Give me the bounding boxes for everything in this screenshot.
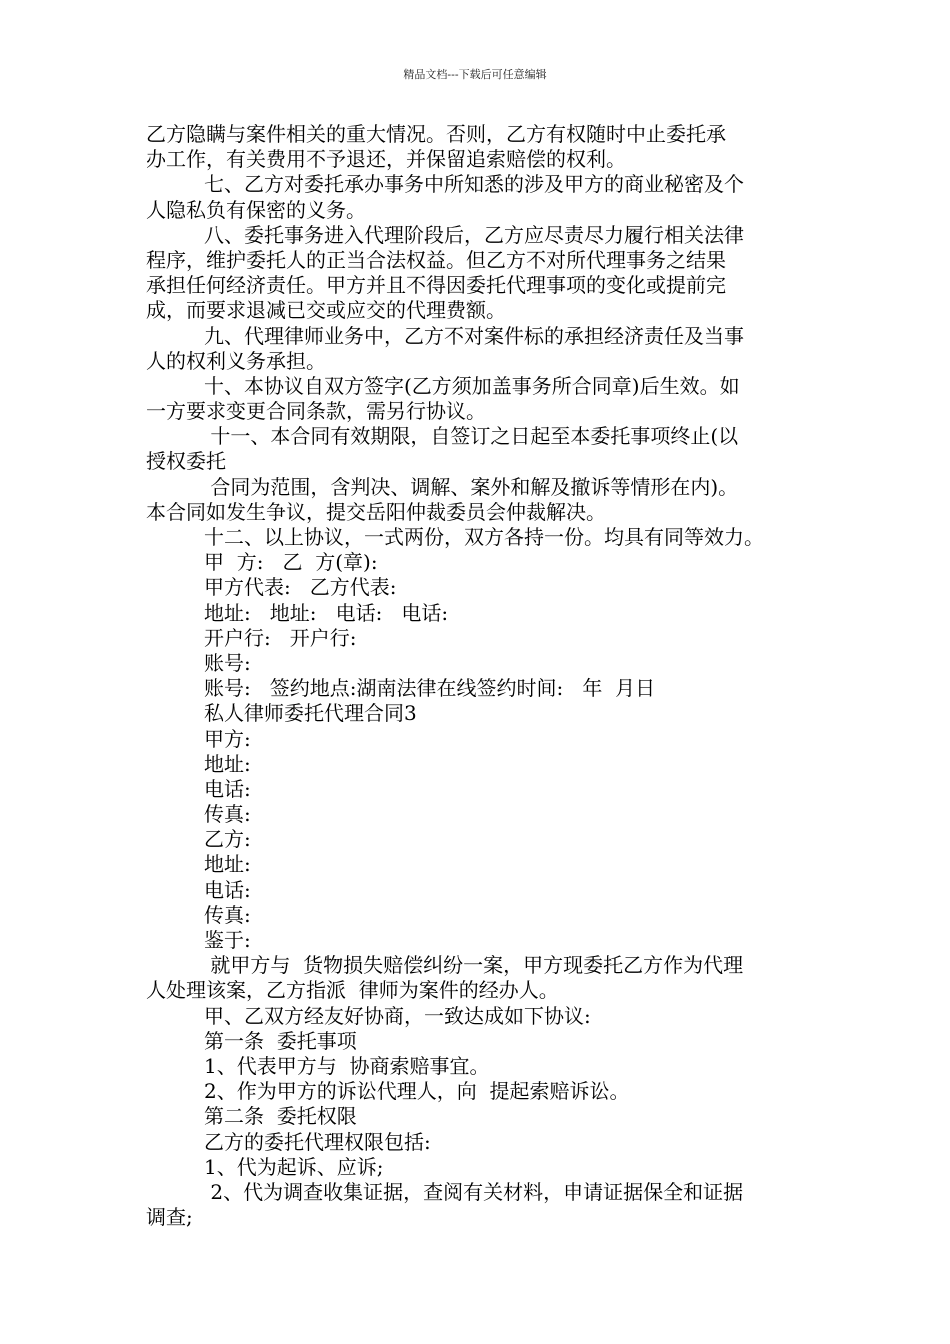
- text-line: 账号: 签约地点:湖南法律在线签约时间: 年 月日: [204, 676, 656, 701]
- text-line: 十一、本合同有效期限，自签订之日起至本委托事项终止(以: [204, 424, 739, 449]
- text-line: 甲方代表: 乙方代表:: [204, 575, 397, 600]
- text-line: 地址: 地址: 电话: 电话:: [204, 600, 449, 625]
- text-line: 甲 方: 乙 方(章):: [204, 550, 378, 575]
- text-line: 七、乙方对委托承办事务中所知悉的涉及甲方的商业秘密及个: [204, 172, 744, 197]
- text-line: 第一条 委托事项: [204, 1028, 357, 1053]
- text-line: 地址:: [204, 852, 251, 877]
- text-line: 办工作，有关费用不予退还，并保留追索赔偿的权利。: [146, 147, 626, 172]
- text-line: 本合同如发生争议，提交岳阳仲裁委员会仲裁解决。: [146, 499, 606, 524]
- text-line: 八、委托事务进入代理阶段后，乙方应尽责尽力履行相关法律: [204, 222, 744, 247]
- text-line: 十二、以上协议，一式两份，双方各持一份。均具有同等效力。: [204, 525, 764, 549]
- text-line: 传真:: [204, 802, 251, 827]
- text-line: 乙方:: [204, 827, 251, 852]
- text-line: 2、作为甲方的诉讼代理人，向 提起索赔诉讼。: [204, 1079, 630, 1104]
- text-line: 1、代为起诉、应诉;: [204, 1154, 384, 1179]
- text-line: 调查;: [146, 1205, 193, 1230]
- text-line: 程序，维护委托人的正当合法权益。但乙方不对所代理事务之结果: [146, 247, 726, 272]
- text-line: 1、代表甲方与 协商索赔事宜。: [204, 1053, 490, 1078]
- text-line: 开户行: 开户行:: [204, 625, 357, 650]
- text-line: 人的权利义务承担。: [146, 348, 326, 373]
- text-line: 2、代为调查收集证据，查阅有关材料，申请证据保全和证据: [204, 1179, 744, 1204]
- text-line: 就甲方与 货物损失赔偿纠纷一案，甲方现委托乙方作为代理: [204, 953, 744, 978]
- text-line: 人隐私负有保密的义务。: [146, 197, 366, 222]
- text-line: 承担任何经济责任。甲方并且不得因委托代理事项的变化或提前完: [146, 273, 726, 298]
- text-line: 传真:: [204, 902, 251, 927]
- text-line: 地址:: [204, 751, 251, 776]
- text-line: 乙方隐瞒与案件相关的重大情况。否则，乙方有权随时中止委托承: [146, 122, 726, 146]
- text-line: 电话:: [204, 877, 251, 902]
- document-body: [146, 122, 826, 1230]
- text-line: 授权委托: [146, 449, 226, 474]
- page-header: 精品文档---下载后可任意编辑: [403, 68, 547, 81]
- text-line: 十、本协议自双方签字(乙方须加盖事务所合同章)后生效。如: [204, 373, 740, 398]
- text-line: 甲、乙双方经友好协商，一致达成如下协议:: [204, 1003, 591, 1028]
- text-line: 一方要求变更合同条款，需另行协议。: [146, 399, 486, 424]
- text-line: 合同为范围，含判决、调解、案外和解及撤诉等情形在内)。: [204, 474, 739, 499]
- text-line: 电话:: [204, 776, 251, 801]
- text-line: 乙方的委托代理权限包括:: [204, 1129, 431, 1154]
- text-line: 第二条 委托权限: [204, 1104, 357, 1129]
- text-line: 私人律师委托代理合同3: [204, 701, 417, 726]
- text-line: 人处理该案，乙方指派 律师为案件的经办人。: [146, 978, 559, 1003]
- text-line: 成，而要求退减已交或应交的代理费额。: [146, 298, 506, 323]
- text-line: 账号:: [204, 650, 251, 675]
- text-line: 甲方:: [204, 726, 251, 751]
- text-line: 鉴于:: [204, 928, 251, 952]
- text-line: 九、代理律师业务中，乙方不对案件标的承担经济责任及当事: [204, 323, 744, 348]
